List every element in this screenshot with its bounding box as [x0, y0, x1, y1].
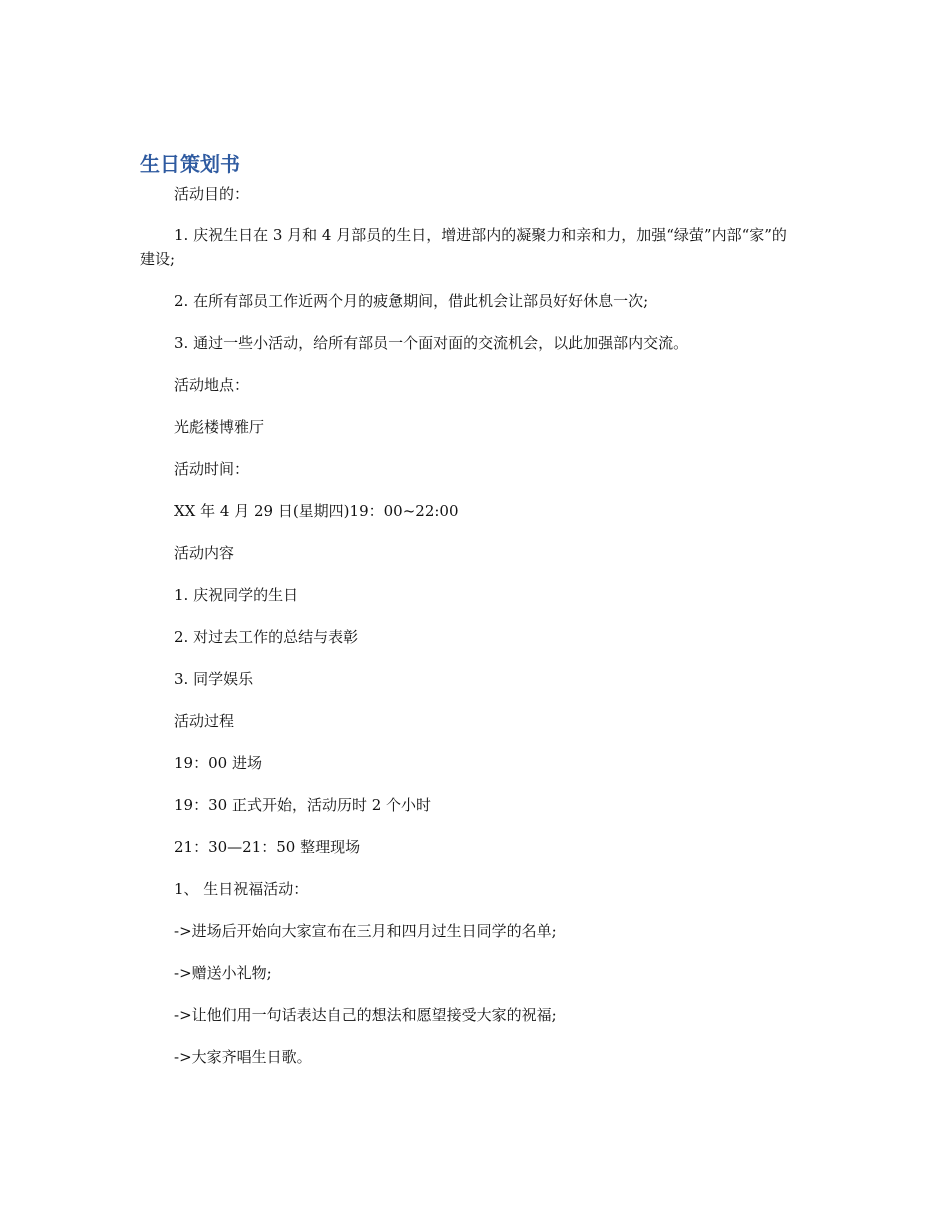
- paragraph-purpose-3: 3. 通过一些小活动，给所有部员一个面对面的交流机会，以此加强部内交流。: [174, 334, 689, 352]
- paragraph-birthday-2: ->赠送小礼物;: [174, 964, 272, 982]
- paragraph-process-start: 19：30 正式开始，活动历时 2 个小时: [174, 796, 432, 814]
- paragraph-purpose-2: 2. 在所有部员工作近两个月的疲惫期间，借此机会让部员好好休息一次;: [174, 292, 649, 310]
- paragraph-content-3: 3. 同学娱乐: [174, 670, 254, 688]
- document-title: 生日策划书: [140, 152, 240, 176]
- paragraph-birthday-heading: 1、 生日祝福活动：: [174, 880, 309, 898]
- paragraph-process-heading: 活动过程: [174, 712, 235, 730]
- paragraph-content-heading: 活动内容: [174, 544, 235, 562]
- paragraph-purpose-1: 1. 庆祝生日在 3 月和 4 月部员的生日，增进部内的凝聚力和亲和力，加强“绿萤”内部“家”的建设;: [140, 226, 787, 268]
- paragraph-birthday-4: ->大家齐唱生日歌。: [174, 1048, 312, 1066]
- paragraph-birthday-1: ->进场后开始向大家宣布在三月和四月过生日同学的名单;: [174, 922, 557, 940]
- paragraph-location-heading: 活动地点：: [174, 376, 250, 394]
- paragraph-purpose-heading: 活动目的：: [174, 185, 250, 203]
- paragraph-location: 光彪楼博雅厅: [174, 418, 265, 436]
- paragraph-process-entry: 19：00 进场: [174, 754, 262, 772]
- paragraph-content-1: 1. 庆祝同学的生日: [174, 586, 299, 604]
- paragraph-content-2: 2. 对过去工作的总结与表彰: [174, 628, 359, 646]
- paragraph-process-cleanup: 21：30—21：50 整理现场: [174, 838, 361, 856]
- paragraph-time: XX 年 4 月 29 日(星期四)19：00~22:00: [174, 502, 459, 520]
- paragraph-time-heading: 活动时间：: [174, 460, 250, 478]
- paragraph-birthday-3: ->让他们用一句话表达自己的想法和愿望接受大家的祝福;: [174, 1006, 557, 1024]
- document-body: [140, 182, 800, 1087]
